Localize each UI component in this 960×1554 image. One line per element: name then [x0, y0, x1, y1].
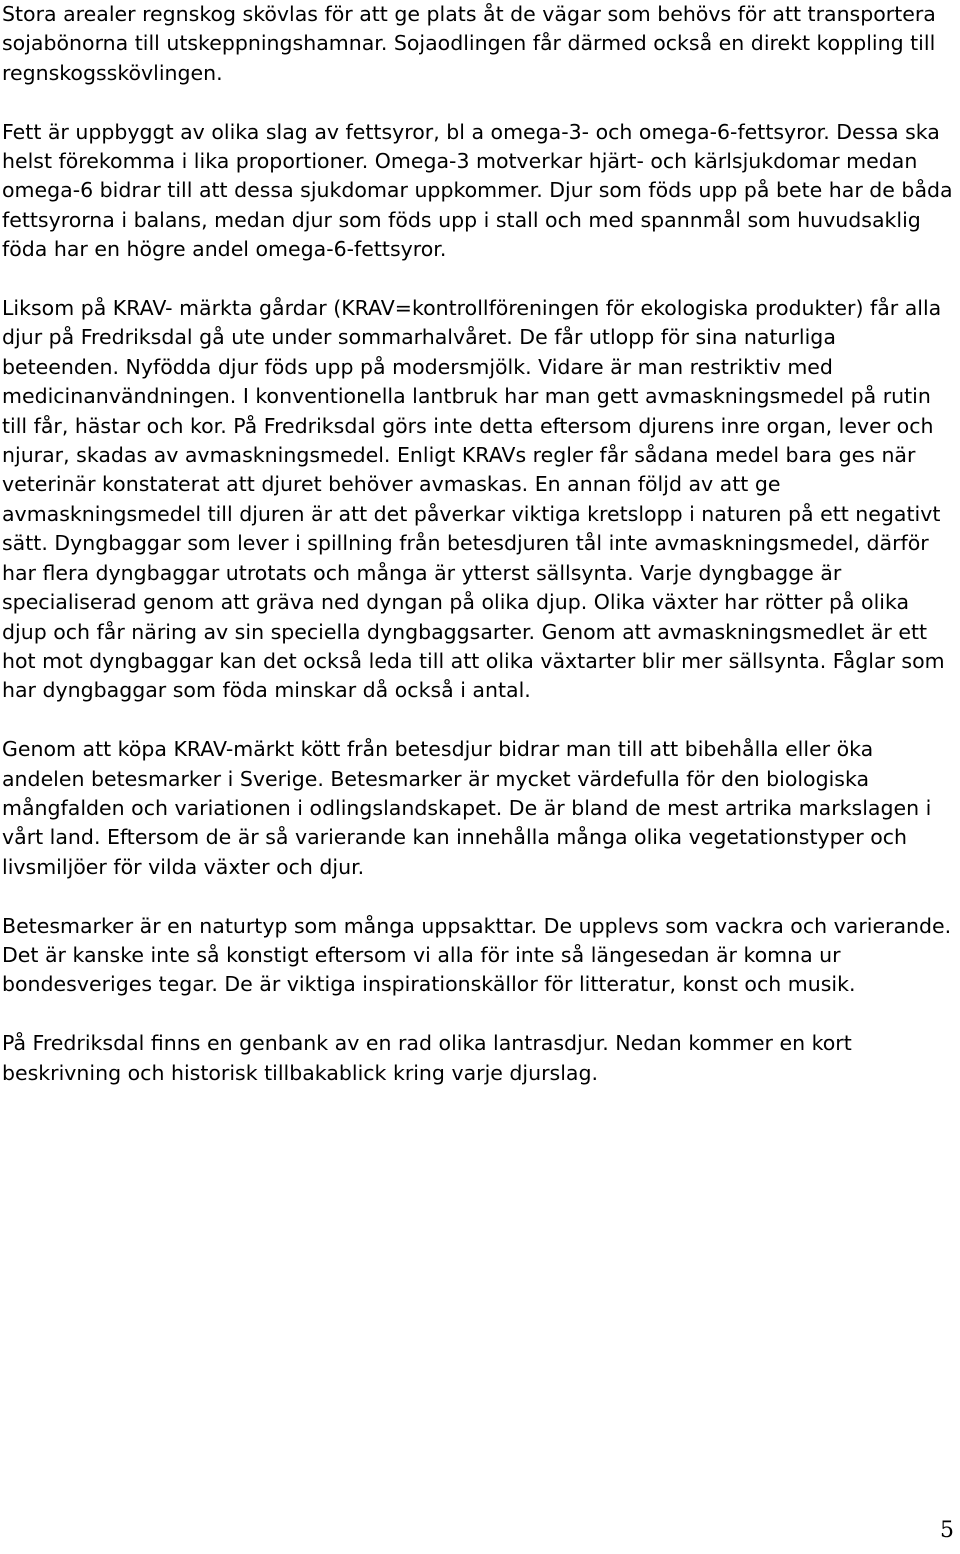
body-text: [2, 0, 954, 1117]
page-number: 5: [940, 1518, 954, 1543]
paragraph-krav-farming: Liksom på KRAV- märkta gårdar (KRAV=kontrollföreningen för ekologiska produkter) får alla djur på Fredriksdal gå ute under sommarhalvåret. De får utlopp för sina naturliga beteenden. Nyfödda djur föds upp på modersmjölk. Vidare är man restriktiv med medicinanvändningen. I konventionella lantbruk har man gett avmaskningsmedel på rutin till får, hästar och kor. På Fredriksdal görs inte detta eftersom djurens inre organ, lever och njurar, skadas av avmaskningsmedel. Enligt KRAVs regler får sådana medel bara ges när veterinär konstaterat att djuret behöver avmaskas. En annan följd av att ge avmaskningsmedel till djuren är att det påverkar viktiga kretslopp i naturen på ett negativt sätt. Dyngbaggar som lever i spillning från betesdjuren tål inte avmaskningsmedel, därför har flera dyngbaggar utrotats och många är ytterst sällsynta. Varje dyngbagge är specialiserad genom att gräva ned dyngan på olika djup. Olika växter har rötter på olika djup och får näring av sin speciella dyngbaggsarter. Genom att avmaskningsmedlet är ett hot mot dyngbaggar kan det också leda till att olika växtarter blir mer sällsynta. Fåglar som har dyngbaggar som föda minskar då också i antal.: [2, 296, 945, 703]
paragraph-gene-bank: På Fredriksdal finns en genbank av en rad olika lantrasdjur. Nedan kommer en kort beskrivning och historisk tillbakablick kring varje djurslag.: [2, 1031, 852, 1085]
paragraph-pastures: Genom att köpa KRAV-märkt kött från betesdjur bidrar man till att bibehålla eller öka andelen betesmarker i Sverige. Betesmarker är mycket värdefulla för den biologiska mångfalden och variationen i odlingslandskapet. De är bland de mest artrika markslagen i vårt land. Eftersom de är så varierande kan innehålla många olika vegetationstyper och livsmiljöer för vilda växter och djur.: [2, 737, 932, 879]
paragraph-pasture-culture: Betesmarker är en naturtyp som många uppsakttar. De upplevs som vackra och varierande. Det är kanske inte så konstigt eftersom vi alla för inte så längesedan är komna ur bondesveriges tegar. De är viktiga inspirationskällor för litteratur, konst och musik.: [2, 913, 952, 997]
paragraph-fatty-acids: Fett är uppbyggt av olika slag av fettsyror, bl a omega-3- och omega-6-fettsyror. Dessa ska helst förekomma i lika proportioner. Omega-3 motverkar hjärt- och kärlsjukdomar medan omega-6 bidrar till att dessa sjukdomar uppkommer. Djur som föds upp på bete har de båda fettsyrorna i balans, medan djur som föds upp i stall och med spannmål som huvudsaklig föda har en högre andel omega-6-fettsyror.: [2, 119, 953, 262]
paragraph-soy-deforestation: Stora arealer regnskog skövlas för att ge plats åt de vägar som behövs för att transportera sojabönorna till utskeppningshamnar. Sojaodlingen får därmed också en direkt koppling till regnskogsskövlingen.: [2, 2, 936, 85]
